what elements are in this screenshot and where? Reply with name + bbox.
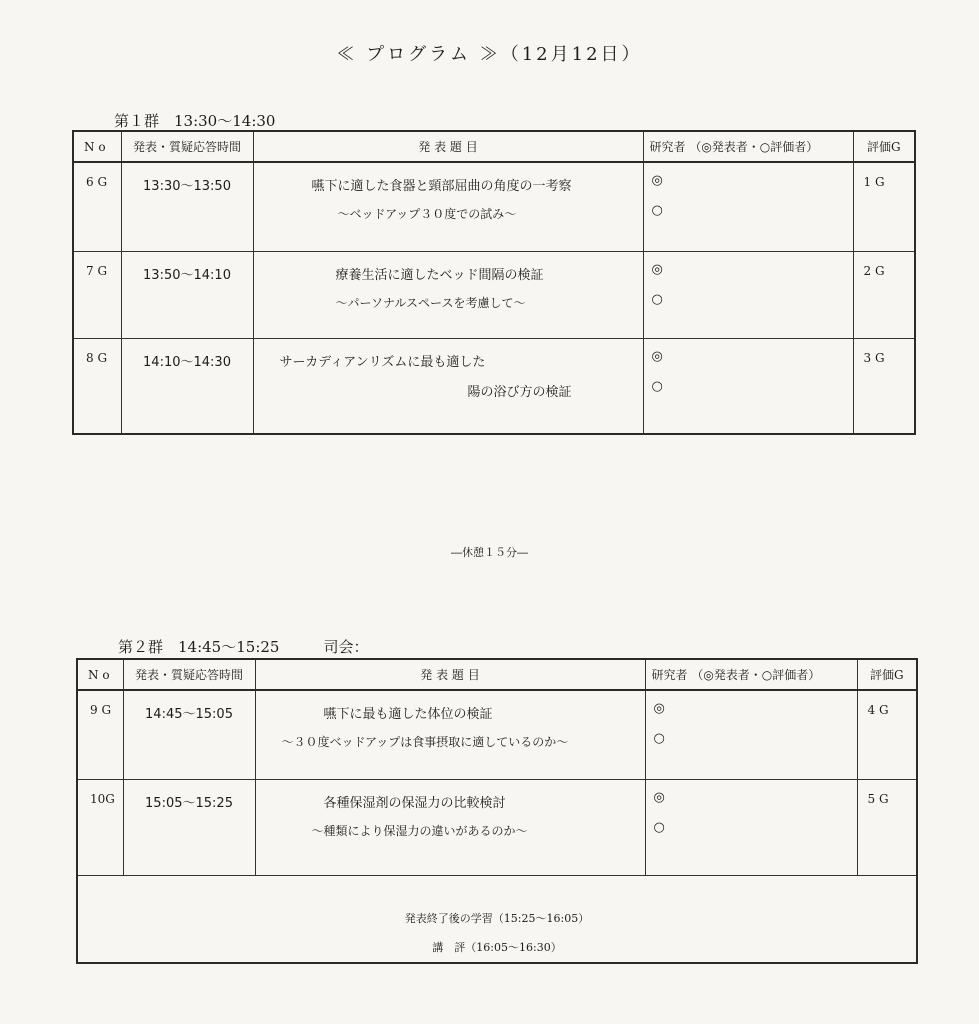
row-eval-group: 1 G bbox=[853, 162, 915, 251]
evaluator-mark: ○ bbox=[653, 819, 665, 835]
header-researcher: 研究者 （◎発表者・○評価者） bbox=[643, 131, 853, 162]
group2-table bbox=[76, 658, 918, 964]
topic-title: 各種保湿剤の保湿力の比較検討 bbox=[323, 795, 506, 811]
topic-title: サーカディアンリズムに最も適した bbox=[279, 354, 486, 370]
row-time: 14:10〜14:30 bbox=[121, 338, 253, 434]
topic-subtitle: 陽の浴び方の検証 bbox=[467, 384, 572, 400]
presenter-mark: ◎ bbox=[653, 701, 665, 716]
header-no: N o bbox=[77, 659, 123, 690]
header-topic: 発 表 題 目 bbox=[255, 659, 645, 690]
header-time: 発表・質疑応答時間 bbox=[121, 131, 253, 162]
evaluator-mark: ○ bbox=[651, 378, 663, 394]
row-topic bbox=[253, 338, 643, 434]
row-researcher bbox=[643, 338, 853, 434]
footer-row bbox=[77, 875, 917, 963]
presenter-mark: ◎ bbox=[653, 789, 665, 805]
page-title: ≪ プログラム ≫（12月12日） bbox=[336, 44, 643, 65]
header-no: N o bbox=[73, 131, 121, 162]
row-time: 14:45〜15:05 bbox=[123, 690, 255, 779]
row-eval-group: 4 G bbox=[857, 690, 917, 779]
row-no: 8 G bbox=[73, 338, 121, 434]
table-row bbox=[77, 690, 917, 779]
table-row bbox=[73, 251, 915, 338]
topic-subtitle: 〜３０度ベッドアップは食事摂取に適しているのか〜 bbox=[281, 735, 569, 749]
row-no: 7 G bbox=[73, 251, 121, 338]
break-notice: ―休憩１５分― bbox=[451, 546, 528, 559]
group1-label bbox=[114, 110, 275, 131]
group2-label bbox=[118, 636, 368, 657]
table-row bbox=[73, 162, 915, 251]
row-time: 13:30〜13:50 bbox=[121, 162, 253, 251]
evaluator-mark: ○ bbox=[651, 291, 663, 307]
row-topic bbox=[255, 779, 645, 875]
row-researcher bbox=[645, 779, 857, 875]
presenter-mark: ◎ bbox=[651, 173, 663, 188]
group1-heading: 第１群 13:30〜14:30 bbox=[114, 112, 276, 130]
group1-table bbox=[72, 130, 916, 435]
row-no: 6 G bbox=[73, 162, 121, 251]
row-topic bbox=[253, 162, 643, 251]
header-researcher: 研究者 （◎発表者・○評価者） bbox=[645, 659, 857, 690]
group2-heading: 第２群 14:45〜15:25 bbox=[118, 638, 280, 656]
row-no: 10G bbox=[77, 779, 123, 875]
topic-title: 療養生活に適したベッド間隔の検証 bbox=[335, 267, 544, 283]
presenter-mark: ◎ bbox=[651, 348, 663, 364]
row-researcher bbox=[645, 690, 857, 779]
table-row bbox=[77, 779, 917, 875]
row-time: 15:05〜15:25 bbox=[123, 779, 255, 875]
header-eval: 評価G bbox=[853, 131, 915, 162]
topic-title: 嚥下に最も適した体位の検証 bbox=[323, 707, 493, 722]
presenter-mark: ◎ bbox=[651, 261, 663, 277]
footer-cell bbox=[77, 875, 917, 963]
evaluator-mark: ○ bbox=[653, 731, 665, 746]
row-topic bbox=[255, 690, 645, 779]
row-topic bbox=[253, 251, 643, 338]
header-eval: 評価G bbox=[857, 659, 917, 690]
review-text: 講 評（16:05〜16:30） bbox=[432, 940, 562, 954]
header-topic: 発 表 題 目 bbox=[253, 131, 643, 162]
study-session-text: 発表終了後の学習（15:25〜16:05） bbox=[404, 911, 590, 925]
topic-subtitle: 〜種類により保湿力の違いがあるのか〜 bbox=[311, 823, 528, 838]
row-time: 13:50〜14:10 bbox=[121, 251, 253, 338]
row-eval-group: 2 G bbox=[853, 251, 915, 338]
topic-subtitle: 〜パーソナルスペースを考慮して〜 bbox=[335, 295, 526, 310]
row-eval-group: 5 G bbox=[857, 779, 917, 875]
header-time: 発表・質疑応答時間 bbox=[123, 659, 255, 690]
evaluator-mark: ○ bbox=[651, 203, 663, 218]
topic-title: 嚥下に適した食器と頸部屈曲の角度の一考察 bbox=[311, 179, 572, 194]
row-eval-group: 3 G bbox=[853, 338, 915, 434]
topic-subtitle: 〜ベッドアップ３０度での試み〜 bbox=[337, 207, 517, 221]
table-row bbox=[73, 338, 915, 434]
group2-mc: 司会： bbox=[323, 638, 369, 656]
row-researcher bbox=[643, 162, 853, 251]
row-researcher bbox=[643, 251, 853, 338]
row-no: 9 G bbox=[77, 690, 123, 779]
